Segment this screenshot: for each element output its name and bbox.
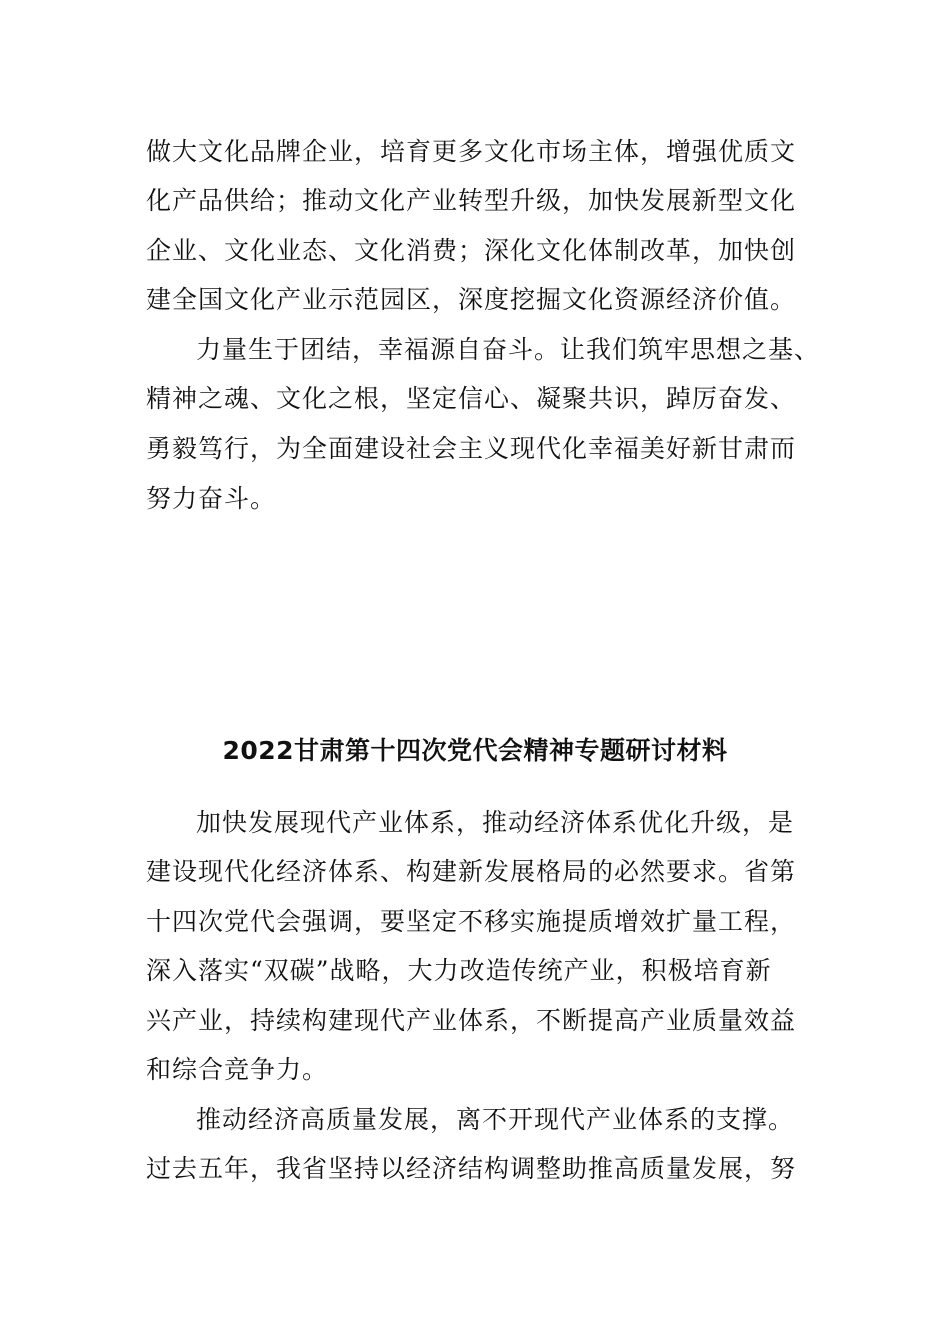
text-line: 建全国文化产业示范园区，深度挖掘文化资源经济价值。 xyxy=(146,285,797,314)
text-line: 建设现代化经济体系、构建新发展格局的必然要求。省第 xyxy=(146,857,797,886)
text-line: 和综合竞争力。 xyxy=(146,1055,329,1084)
text-line: 过去五年，我省坚持以经济结构调整助推高质量发展，努 xyxy=(146,1154,797,1183)
text-line: 加快发展现代产业体系，推动经济体系优化升级，是 xyxy=(196,808,795,837)
text-line: 做大文化品牌企业，培育更多文化市场主体，增强优质文 xyxy=(146,137,797,166)
text-line: 化产品供给；推动文化产业转型升级，加快发展新型文化 xyxy=(146,186,797,215)
text-line: 深入落实“双碳”战略，大力改造传统产业，积极培育新 xyxy=(146,956,772,985)
text-line: 推动经济高质量发展，离不开现代产业体系的支撑。 xyxy=(196,1105,795,1134)
text-line: 勇毅笃行，为全面建设社会主义现代化幸福美好新甘肃而 xyxy=(146,434,797,463)
text-line: 十四次党代会强调，要坚定不移实施提质增效扩量工程， xyxy=(146,907,797,936)
section-title: 2022甘肃第十四次党代会精神专题研讨材料 xyxy=(222,736,728,765)
text-line: 力量生于团结，幸福源自奋斗。让我们筑牢思想之基、 xyxy=(196,335,821,364)
text-line: 兴产业，持续构建现代产业体系，不断提高产业质量效益 xyxy=(146,1006,797,1035)
text-line: 精神之魂、文化之根，坚定信心、凝聚共识，踔厉奋发、 xyxy=(146,384,797,413)
text-line: 努力奋斗。 xyxy=(146,484,277,513)
text-line: 企业、文化业态、文化消费；深化文化体制改革，加快创 xyxy=(146,236,797,265)
